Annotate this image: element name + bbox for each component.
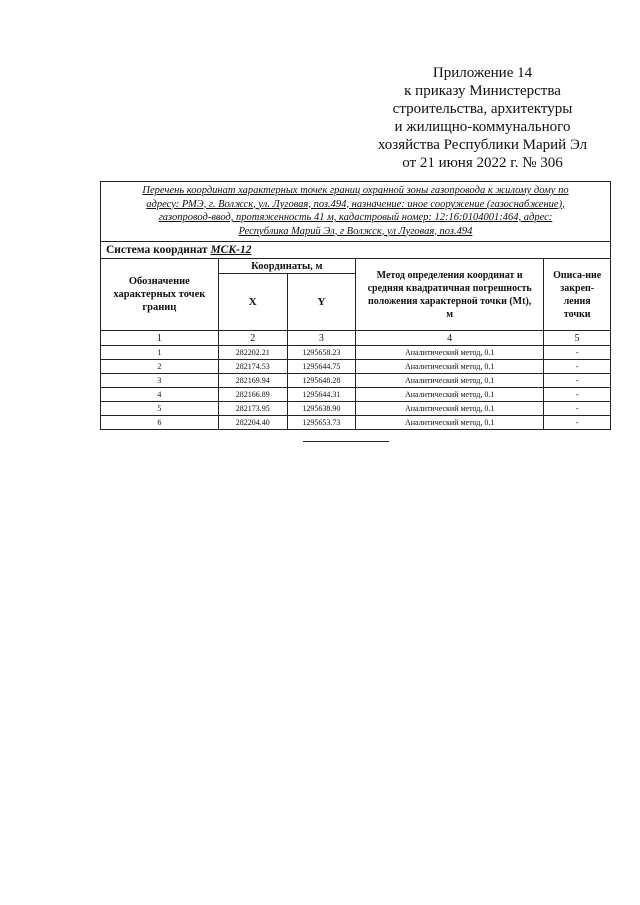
table-title-line: Республика Марий Эл, г Волжск, ул Луговая, поз.494 — [238, 225, 473, 237]
appendix-heading — [360, 64, 605, 172]
header-method: Метод определения координат и средняя квадратичная погрешность положения характерной точки (Mt), м — [355, 259, 543, 331]
appendix-line: от 21 июня 2022 г. № 306 — [402, 155, 563, 171]
method-value: Аналитический метод, 0.1 — [355, 402, 543, 416]
separator-line — [303, 441, 389, 442]
coordinate-system-row — [101, 242, 610, 259]
fixing-description: - — [544, 388, 610, 402]
column-number-row — [101, 331, 610, 346]
point-number: 5 — [101, 402, 218, 416]
coordinate-x: 282202.21 — [218, 346, 287, 360]
header-description: Описа-ние закреп-ления точки — [544, 259, 610, 331]
coordinate-x: 282166.89 — [218, 388, 287, 402]
coordinate-y: 1295653.73 — [287, 416, 355, 430]
fixing-description: - — [544, 402, 610, 416]
method-value: Аналитический метод, 0.1 — [355, 416, 543, 430]
coordinate-system-code: МСК-12 — [210, 244, 252, 256]
fixing-description: - — [544, 346, 610, 360]
coordinate-x: 282174.53 — [218, 360, 287, 374]
fixing-description: - — [544, 416, 610, 430]
header-coordinates: Координаты, м — [218, 259, 355, 274]
point-number: 1 — [101, 346, 218, 360]
coordinate-y: 1295644.75 — [287, 360, 355, 374]
fixing-description: - — [544, 374, 610, 388]
coordinate-system-label: Система координат — [106, 244, 211, 256]
table-title — [101, 182, 610, 242]
method-value: Аналитический метод, 0.1 — [355, 346, 543, 360]
coordinate-y: 1295638.90 — [287, 402, 355, 416]
header-y: Y — [287, 274, 355, 331]
column-number: 1 — [101, 331, 218, 346]
coordinates-table-frame — [100, 181, 611, 430]
column-number: 2 — [218, 331, 287, 346]
coordinates-table — [101, 259, 610, 429]
coordinate-x: 282173.95 — [218, 402, 287, 416]
table-row — [101, 346, 610, 360]
column-number: 4 — [355, 331, 543, 346]
appendix-line: Приложение 14 — [432, 65, 533, 81]
coordinate-x: 282204.40 — [218, 416, 287, 430]
table-title-line: адресу: РМЭ, г. Волжск, ул. Луговая, поз.494, назначение: иное сооружение (газоснабжение), — [146, 198, 565, 210]
table-title-line: Перечень координат характерных точек границ охранной зоны газопровода к жилому дому по — [142, 185, 569, 196]
table-row — [101, 388, 610, 402]
method-value: Аналитический метод, 0.1 — [355, 360, 543, 374]
appendix-line: строительства, архитектуры — [392, 101, 573, 117]
coordinate-y: 1295648.28 — [287, 374, 355, 388]
header-row — [101, 259, 610, 274]
point-number: 2 — [101, 360, 218, 374]
table-row — [101, 374, 610, 388]
table-title-line: газопровод-ввод, протяженность 41 м, кадастровый номер: 12:16:0104001:464, адрес: — [158, 212, 553, 223]
header-designation: Обозначение характерных точек границ — [101, 259, 218, 331]
table-row — [101, 416, 610, 430]
coordinate-y: 1295644.31 — [287, 388, 355, 402]
appendix-line: хозяйства Республики Марий Эл — [377, 137, 588, 153]
coordinate-x: 282169.94 — [218, 374, 287, 388]
fixing-description: - — [544, 360, 610, 374]
method-value: Аналитический метод, 0.1 — [355, 374, 543, 388]
coordinate-y: 1295658.23 — [287, 346, 355, 360]
point-number: 4 — [101, 388, 218, 402]
column-number: 5 — [544, 331, 610, 346]
header-x: X — [218, 274, 287, 331]
method-value: Аналитический метод, 0.1 — [355, 388, 543, 402]
point-number: 3 — [101, 374, 218, 388]
appendix-line: к приказу Министерства — [404, 83, 561, 99]
column-number: 3 — [287, 331, 355, 346]
table-row — [101, 402, 610, 416]
table-row — [101, 360, 610, 374]
appendix-line: и жилищно-коммунального — [394, 119, 571, 135]
point-number: 6 — [101, 416, 218, 430]
